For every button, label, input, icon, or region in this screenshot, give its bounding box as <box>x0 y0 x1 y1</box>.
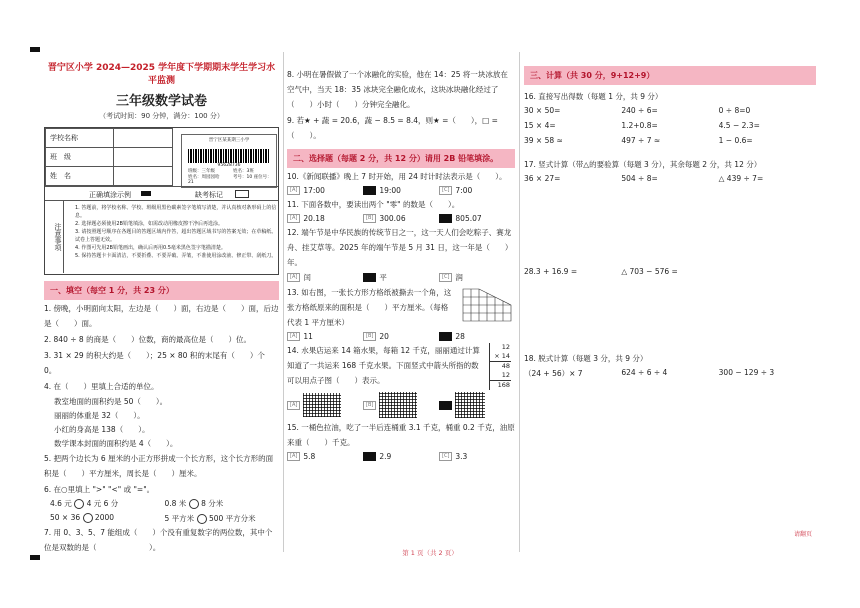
option-c[interactable] <box>439 452 515 461</box>
barcode-title: 晋宁区某某期三小学 <box>208 138 250 143</box>
note-item: 5. 保持答题卡卡面清洁，不要折叠、不要弄破、弄皱，不准使用涂改液、修正带、刮纸刀。 <box>75 253 277 259</box>
option-text: 17:00 <box>303 186 325 195</box>
options-10 <box>287 186 515 195</box>
compare-right: 4 元 6 分 <box>86 499 119 508</box>
mental-math-item[interactable]: 1 − 0.6= <box>718 136 753 145</box>
dot-grid-icon <box>303 393 341 417</box>
option-b[interactable] <box>363 452 439 461</box>
compare-right: 2000 <box>94 513 115 522</box>
option-bubble: [B] <box>363 332 376 341</box>
option-b[interactable] <box>363 272 439 283</box>
column-3 <box>524 66 816 379</box>
option-bubble-filled: [B] <box>363 452 376 461</box>
exam-title: 三年级数学试卷 <box>115 94 207 109</box>
option-text: 7:00 <box>455 186 473 195</box>
page-number: 第 1 页（共 2 页） <box>402 549 458 557</box>
mental-math-item[interactable]: 4.5 − 2.3= <box>718 121 760 130</box>
question-2: 2. 840 ÷ 8 的商是（ ）位数，商的最高位是（ ）位。 <box>44 335 252 344</box>
option-c[interactable] <box>439 186 515 195</box>
mixed-calc-item[interactable]: （24 + 56）× 7 <box>524 369 583 378</box>
question-4-item: 数学课本封面的面积约是 4（ ）。 <box>54 439 178 448</box>
option-b[interactable] <box>363 186 439 195</box>
vertical-calc-item[interactable]: 36 × 27= <box>524 174 561 183</box>
option-text: 润 <box>455 273 463 282</box>
calc-line: × 14 <box>489 352 511 362</box>
option-a[interactable] <box>287 186 363 195</box>
column-divider <box>519 52 520 552</box>
mental-math-item[interactable]: 240 ÷ 6= <box>621 106 658 115</box>
dot-grid-icon <box>455 392 485 418</box>
mental-math-item[interactable]: 0 ÷ 8=0 <box>718 106 751 115</box>
compare-right: 500 平方分米 <box>208 514 256 523</box>
option-b[interactable] <box>363 332 439 341</box>
notes-label: 注意事项 <box>45 201 64 273</box>
vertical-calc-item[interactable]: △ 703 − 576 = <box>621 267 678 276</box>
compare-left: 5 平方米 <box>164 514 195 523</box>
absent-mark-box[interactable] <box>235 190 249 198</box>
compare-circle[interactable] <box>197 514 207 524</box>
compare-circle[interactable] <box>83 513 93 523</box>
info-label: 班 级 <box>46 148 114 167</box>
option-bubble: [C] <box>439 452 452 461</box>
question-17: 17. 竖式计算（带△的要验算（每题 3 分），其余每题 2 分，共 12 分） <box>524 160 762 169</box>
question-4-item: 小红的身高是 138（ ）。 <box>54 425 150 434</box>
mental-math-item[interactable]: 39 × 58 ≈ <box>524 136 563 145</box>
barcode-icon <box>188 149 270 163</box>
option-bubble: [A] <box>287 186 300 195</box>
option-b[interactable] <box>363 392 439 418</box>
compare-item <box>165 513 280 524</box>
option-bubble: [C] <box>439 186 452 195</box>
compare-right: 8 分米 <box>201 499 224 508</box>
compare-left: 4.6 元 <box>50 499 72 508</box>
absent-mark-label: 缺考标记 <box>195 191 223 199</box>
mental-math-item[interactable]: 497 ÷ 7 ≈ <box>621 136 661 145</box>
option-bubble: [A] <box>287 214 300 223</box>
question-14-block <box>287 343 515 388</box>
column-1 <box>44 60 279 556</box>
option-c[interactable] <box>439 214 515 223</box>
question-16: 16. 直接写出得数（每题 1 分，共 9 分） <box>524 92 663 101</box>
option-a[interactable] <box>287 332 363 341</box>
question-4-item: 丽丽的体重是 32（ ）。 <box>54 411 145 420</box>
note-item: 4. 作图可先用2B铅笔画出，确认后再用0.5毫米黑色签字笔描清楚。 <box>75 245 226 251</box>
option-bubble-filled: [B] <box>363 273 376 282</box>
calc-line: 168 <box>489 381 511 390</box>
compare-left: 50 × 36 <box>50 513 81 522</box>
options-12 <box>287 272 515 283</box>
compare-left: 0.8 米 <box>164 499 187 508</box>
option-text: 3.3 <box>455 452 468 461</box>
barcode-line: 班级：三年级 姓名：3班 <box>188 169 254 174</box>
option-text: 28 <box>455 332 465 341</box>
option-bubble: [A] <box>287 332 300 341</box>
option-bubble-filled: [C] <box>439 401 452 410</box>
school-header: 晋宁区小学 2024—2025 学年度下学期期末学生学习水平监测 <box>47 63 276 86</box>
dot-grid-icon <box>379 392 417 418</box>
info-field[interactable] <box>114 167 173 186</box>
turn-page-note: 请翻页 <box>793 531 812 538</box>
compare-circle[interactable] <box>74 499 84 509</box>
mental-math-item[interactable]: 15 × 4= <box>524 121 556 130</box>
option-text: 11 <box>303 332 313 341</box>
option-text: 5.8 <box>303 452 316 461</box>
exam-meta: （考试时间：90 分钟，满分：100 分） <box>99 112 224 120</box>
vertical-calc-row <box>524 174 816 183</box>
calc-line: 48 <box>489 362 511 371</box>
option-a[interactable] <box>287 272 363 283</box>
student-info-box <box>44 127 279 275</box>
registration-mark <box>30 47 40 52</box>
option-text: 805.07 <box>455 214 482 223</box>
fill-sample-icon <box>141 191 151 196</box>
barcode-number: 95628736 <box>217 163 241 168</box>
option-a[interactable] <box>287 452 363 461</box>
compare-item <box>50 513 165 524</box>
work-space[interactable] <box>524 183 816 265</box>
mental-math-item[interactable]: 30 × 50= <box>524 106 561 115</box>
question-10: 10.《新闻联播》晚上 7 时开始，用 24 时计时法表示是（ ）。 <box>287 172 507 181</box>
mixed-calc-row <box>524 368 816 379</box>
option-text: 闰 <box>303 273 311 282</box>
info-field[interactable] <box>114 129 173 148</box>
question-8: 8. 小明在暑假做了一个冰融化的实验，他在 14：25 将一块冰放在空气中，当天 18：35 冰块完全融化成水，这块冰块融化经过了（ ）小时（ ）分钟完全融化。 <box>287 70 508 109</box>
option-bubble: [A] <box>287 401 300 410</box>
question-9: 9. 若★ + 蔬 = 20.6，蔬 − 8.5 = 8.4，则★ =（ ），□ =（ ）。 <box>287 116 498 140</box>
work-space[interactable] <box>524 276 816 350</box>
option-bubble: [B] <box>363 401 376 410</box>
column-divider <box>283 52 284 552</box>
question-5: 5. 把两个边长为 6 厘米的小正方形拼成一个长方形，这个长方形的面积是（ ）平方厘米，周长是（ ）厘米。 <box>44 454 274 478</box>
section-title-fill: 一、填空（每空 1 分，共 23 分） <box>44 281 279 300</box>
option-text: 20.18 <box>303 214 325 223</box>
question-12: 12. 端午节是中华民族的传统节日之一，这一天人们会吃粽子、赛龙舟、挂艾草等。2025 年的端午节是 5 月 31 日，这一年是（ ）年。 <box>287 228 513 267</box>
note-item: 1. 答题前，将学校名称、学校、班级用黑色碳素签字笔填写清楚，并认真核对条形码上的信息。 <box>75 205 277 219</box>
option-c[interactable] <box>439 392 515 418</box>
option-text: 19:00 <box>379 186 401 195</box>
option-bubble-filled: [C] <box>439 214 452 223</box>
calc-line: 12 <box>489 343 511 352</box>
vertical-calc-item[interactable]: △ 439 ÷ 7= <box>718 174 764 183</box>
option-bubble: [A] <box>287 452 300 461</box>
option-a[interactable] <box>287 392 363 418</box>
notes-area <box>45 200 278 273</box>
vertical-multiplication <box>489 343 511 390</box>
note-item: 2. 选择题必须使用2B铅笔填涂，如需改动用橡皮擦干净后再选涂。 <box>75 221 223 227</box>
question-14: 14. 水果店运来 14 箱水果，每箱 12 千克，丽丽通过计算知道了一共运来 168 千克水果。下面竖式中箭头所指的数可以用点子图（ ）表示。 <box>287 346 480 385</box>
options-14 <box>287 392 515 418</box>
barcode-label <box>181 134 277 188</box>
option-bubble-filled: [C] <box>439 332 452 341</box>
mixed-calc-item[interactable]: 624 ÷ 6 ÷ 4 <box>621 368 668 377</box>
compare-grid <box>44 498 279 524</box>
question-3: 3. 31 × 29 的积大约是（ ）；25 × 80 积的末尾有（ ）个 0。 <box>44 351 265 375</box>
fill-sample-row <box>45 186 278 201</box>
column-2 <box>287 66 515 463</box>
option-c[interactable] <box>439 332 515 341</box>
option-text: 300.06 <box>379 214 406 223</box>
question-11: 11. 下面各数中，要读出两个 "零" 的数是（ ）。 <box>287 200 460 209</box>
info-label: 学校名称 <box>46 129 114 148</box>
options-15 <box>287 452 515 461</box>
option-text: 平 <box>379 273 387 282</box>
barcode-line: 姓名：周园园哈 考号：10 座位号：21 <box>188 175 272 185</box>
option-a[interactable] <box>287 214 363 223</box>
mental-math-item[interactable]: 1.2+0.8= <box>621 121 658 130</box>
compare-item <box>165 498 280 509</box>
compare-circle[interactable] <box>189 499 199 509</box>
question-13: 13. 如右图，一张长方形方格纸被撕去一个角，这张方格纸原来的面积是（ ）平方厘米。（每格代表 1 平方厘米） <box>287 288 452 327</box>
mixed-calc-item[interactable]: 300 − 129 ÷ 3 <box>718 368 775 377</box>
question-13-block <box>287 285 515 330</box>
torn-grid-figure <box>461 287 513 323</box>
options-13 <box>287 332 515 341</box>
option-bubble: [A] <box>287 273 300 282</box>
question-4-item: 教室地面的面积约是 50（ ）。 <box>54 397 168 406</box>
option-bubble: [B] <box>363 214 376 223</box>
option-b[interactable] <box>363 214 439 223</box>
option-text: 20 <box>379 332 389 341</box>
info-field[interactable] <box>114 148 173 167</box>
question-18: 18. 脱式计算（每题 3 分，共 9 分） <box>524 354 648 363</box>
question-7: 7. 用 0、3、5、7 能组成（ ）个没有重复数字的两位数，其中个位是双数的是（ ）。 <box>44 528 273 552</box>
fill-sample-label: 正确填涂示例 <box>89 191 131 199</box>
compare-item <box>50 498 165 509</box>
info-label: 姓 名 <box>46 167 114 186</box>
options-11 <box>287 214 515 223</box>
vertical-calc-item[interactable]: 28.3 + 16.9 = <box>524 267 578 276</box>
mental-math-grid <box>524 106 816 145</box>
vertical-calc-row <box>524 267 816 276</box>
student-info-table <box>45 128 173 186</box>
note-item: 3. 请按照题号顺序在各题目的答题区域内作答，超出答题区域书写的答案无效；在草稿纸、试卷上答题无效。 <box>75 229 277 243</box>
option-c[interactable] <box>439 272 515 283</box>
option-bubble: [C] <box>439 273 452 282</box>
section-title-choice: 二、选择题（每题 2 分，共 12 分）请用 2B 铅笔填涂。 <box>287 149 515 168</box>
question-6: 6. 在○里填上 ">" "<" 或 "="。 <box>44 485 155 494</box>
vertical-calc-item[interactable]: 504 ÷ 8= <box>621 174 658 183</box>
question-4: 4. 在（ ）里填上合适的单位。 <box>44 382 159 391</box>
option-text: 2.9 <box>379 452 392 461</box>
question-1: 1. 傍晚，小明面向太阳，左边是（ ）面，右边是（ ）面，后边是（ ）面。 <box>44 304 279 328</box>
option-bubble-filled: [B] <box>363 186 376 195</box>
question-15: 15. 一桶色拉油，吃了一半后连桶重 3.1 千克，桶重 0.2 千克，油原来重（ ）千克。 <box>287 423 515 447</box>
calc-line: 12 <box>489 371 511 381</box>
section-title-calc: 三、计算（共 30 分，9+12+9） <box>524 66 816 85</box>
